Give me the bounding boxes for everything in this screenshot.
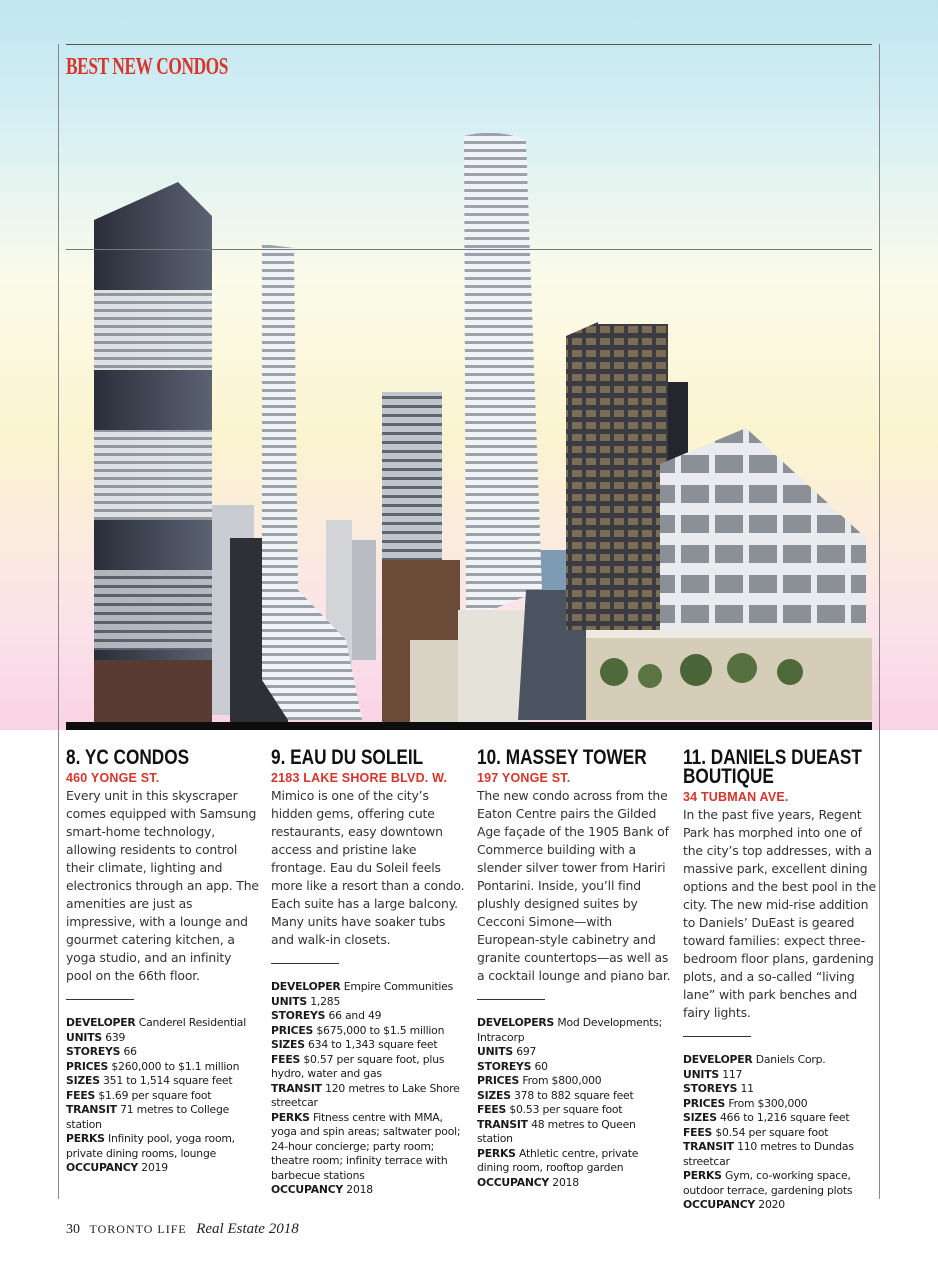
condo-listing-daniels-dueast	[683, 748, 879, 1213]
middle-rule	[66, 249, 872, 250]
listing-description: Mimico is one of the city’s hidden gems, offering cute restaurants, easy downtown access and pristine lake frontage. Eau du Soleil feels more like a resort than a condo. Each suite has a large balcony. Many units have soaker tubs and walk-in closets.	[271, 788, 465, 947]
right-border	[879, 44, 880, 1199]
separator	[66, 999, 134, 1000]
listing-title: 9. EAU DU SOLEIL	[271, 746, 424, 769]
listing-title: 8. YC CONDOS	[66, 746, 190, 769]
fact-item: DEVELOPER Empire Communities	[271, 980, 454, 993]
fact-item: SIZES 634 to 1,343 square feet	[271, 1038, 438, 1051]
fact-item: OCCUPANCY 2019	[66, 1161, 168, 1174]
left-border	[58, 44, 59, 1199]
fact-item: SIZES 466 to 1,216 square feet	[683, 1111, 850, 1124]
listing-address: 2183 LAKE SHORE BLVD. W.	[271, 771, 448, 785]
fact-list	[66, 1016, 260, 1176]
listing-description: In the past five years, Regent Park has morphed into one of the city’s top addresses, with a massive park, excellent dining options and the best pool in the city. The new mid-rise addition to Daniels’ DuEast is geared toward families: expect three-bedroom floor plans, gardening plots, and a so-called “living lane” with park benches and fairy lights.	[683, 807, 877, 1020]
fact-item: TRANSIT 71 metres to College station	[66, 1103, 230, 1131]
page-number: 30	[66, 1222, 80, 1237]
separator	[271, 963, 339, 964]
listing-address: 197 YONGE ST.	[477, 771, 571, 785]
fact-item: STOREYS 66	[66, 1045, 137, 1058]
condo-listing-yc	[66, 748, 260, 1176]
fact-item: OCCUPANCY 2018	[271, 1183, 373, 1196]
page-footer	[66, 1221, 299, 1238]
fact-item: TRANSIT 48 metres to Queen station	[477, 1117, 636, 1145]
fact-item: UNITS 117	[683, 1067, 743, 1081]
fact-item: SIZES 378 to 882 square feet	[477, 1088, 634, 1102]
listing-description: Every unit in this skyscraper comes equipped with Samsung smart-home technology, allowing residents to control their climate, lighting and electronics through an app. The amenities are just as impressive, with a lounge and gourmet catering kitchen, a yoga studio, and an infinity pool on the 66th floor.	[66, 788, 259, 983]
fact-item: DEVELOPER Daniels Corp.	[683, 1053, 826, 1066]
fact-item: UNITS 639	[66, 1030, 126, 1044]
fact-item: TRANSIT 110 metres to Dundas streetcar	[683, 1140, 854, 1168]
fact-item: PRICES $260,000 to $1.1 million	[66, 1059, 240, 1073]
fact-item: PERKS Athletic centre, private dining room, rooftop garden	[477, 1146, 639, 1174]
fact-item: TRANSIT 120 metres to Lake Shore streetcar	[271, 1081, 460, 1109]
fact-item: STOREYS 60	[477, 1059, 548, 1073]
fact-item: PRICES $675,000 to $1.5 million	[271, 1023, 445, 1037]
listing-title: 10. MASSEY TOWER	[477, 746, 647, 769]
fact-item: SIZES 351 to 1,514 square feet	[66, 1074, 233, 1087]
condo-listing-massey-tower	[477, 748, 671, 1190]
section-label: BEST NEW CONDOS	[66, 54, 229, 80]
listing-address: 460 YONGE ST.	[66, 771, 160, 785]
fact-list	[683, 1053, 879, 1213]
magazine-name: TORONTO LIFE	[89, 1222, 187, 1236]
fact-item: STOREYS 66 and 49	[271, 1009, 382, 1022]
fact-item: PERKS Infinity pool, yoga room, private dining rooms, lounge	[66, 1132, 235, 1160]
fact-item: DEVELOPERS Mod Developments; Intracorp	[477, 1016, 663, 1044]
fact-list	[477, 1016, 671, 1190]
fact-item: FEES $1.69 per square foot	[66, 1088, 212, 1102]
fact-item: UNITS 1,285	[271, 994, 341, 1008]
fact-list	[271, 980, 465, 1198]
separator	[477, 999, 545, 1000]
fact-item: DEVELOPER Canderel Residential	[66, 1016, 247, 1029]
daniels-mid-rise	[660, 428, 866, 642]
listing-address: 34 TUBMAN AVE.	[683, 790, 789, 804]
eau-du-soleil-tower	[262, 244, 362, 720]
listing-title: 11. DANIELS DUEAST BOUTIQUE	[683, 746, 862, 788]
hero-image	[66, 120, 872, 730]
listing-description: The new condo across from the Eaton Centre pairs the Gilded Age façade of the 1905 Bank of Commerce building with a slender silver tower from Hariri Pontarini. Inside, you’ll find plushly designed suites by Cecconi Simone—with European-style cabinetry and granite countertops—as well as a cocktail lounge and piano bar.	[477, 788, 671, 983]
separator	[683, 1036, 751, 1037]
fact-item: OCCUPANCY 2020	[683, 1198, 785, 1211]
fact-item: STOREYS 11	[683, 1082, 754, 1095]
massey-tower	[464, 133, 542, 620]
daniels-tower-dark	[566, 322, 598, 630]
fact-item: PERKS Gym, co-working space, outdoor terrace, gardening plots	[683, 1169, 853, 1197]
fact-item: FEES $0.57 per square foot, plus hydro, water and gas	[271, 1052, 445, 1080]
issue-name: Real Estate 2018	[196, 1221, 299, 1237]
fact-item: PRICES From $300,000	[683, 1096, 808, 1110]
condo-listing-eau-du-soleil	[271, 748, 465, 1198]
fact-item: UNITS 697	[477, 1045, 537, 1058]
fact-item: OCCUPANCY 2018	[477, 1175, 579, 1189]
fact-item: FEES $0.54 per square foot	[683, 1125, 829, 1139]
top-rule	[66, 44, 872, 45]
building-illustration-icon	[66, 120, 872, 730]
fact-item: PERKS Fitness centre with MMA, yoga and spin areas; saltwater pool; 24-hour concierge; party room; theatre room; infinity terrace with barbecue stations	[271, 1110, 461, 1182]
fact-item: FEES $0.53 per square foot	[477, 1103, 623, 1116]
fact-item: PRICES From $800,000	[477, 1074, 602, 1087]
